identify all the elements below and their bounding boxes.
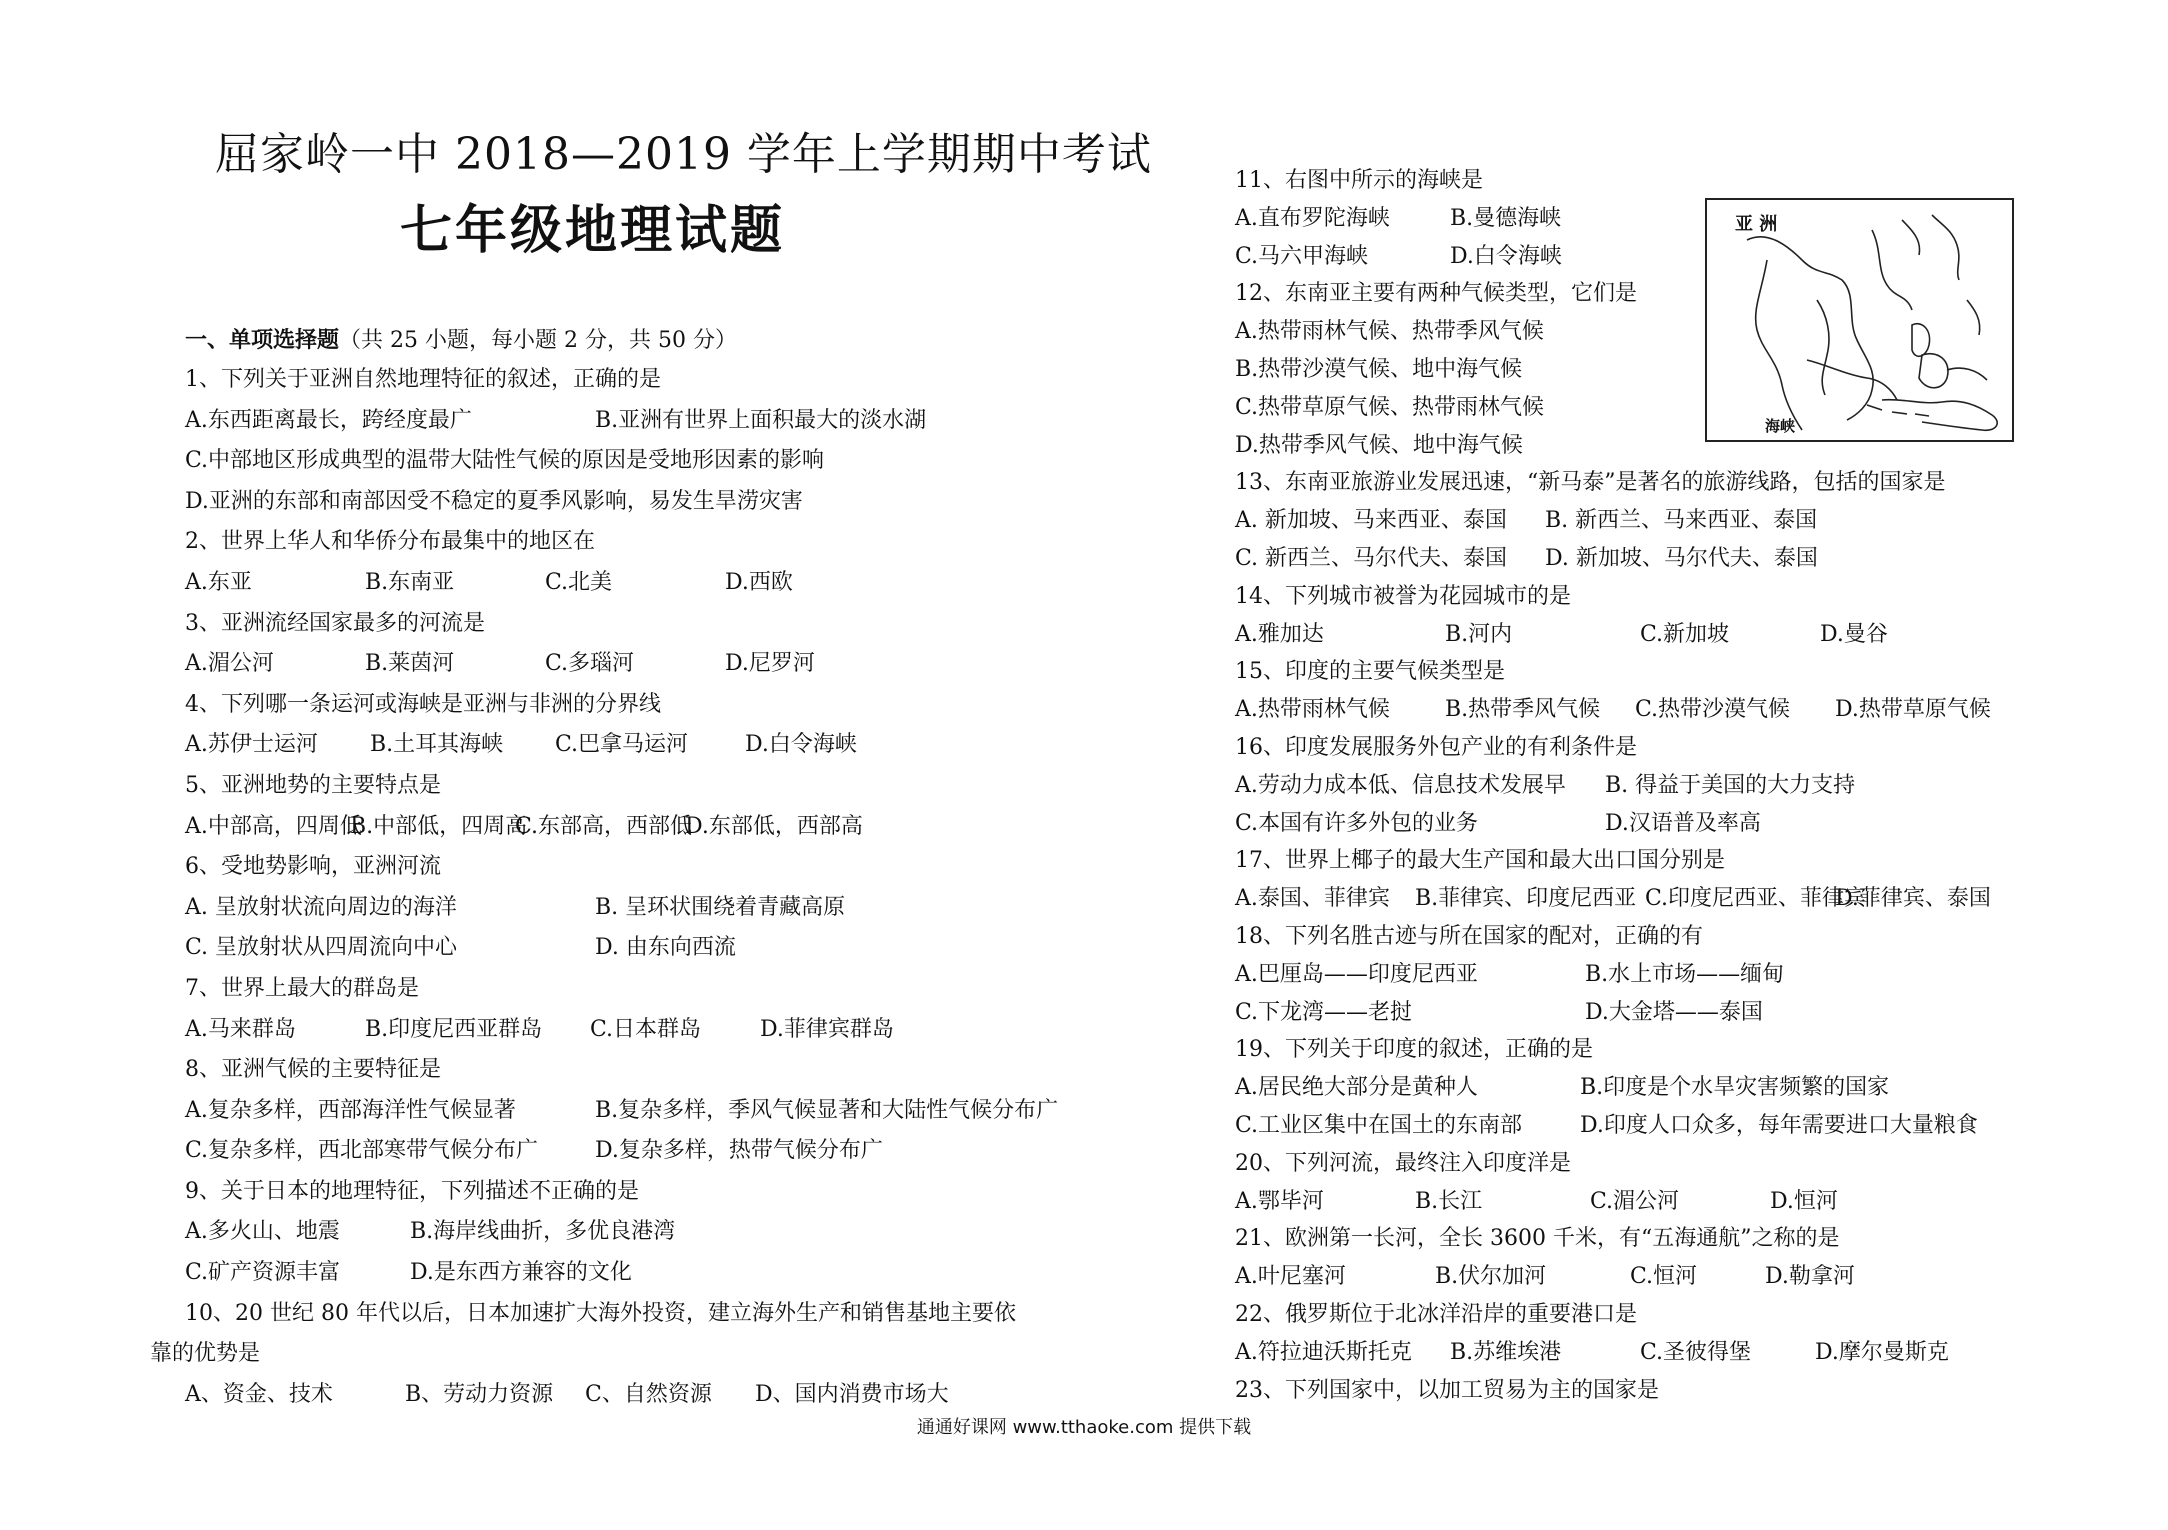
map-label-strait: 海峡	[1765, 417, 1796, 435]
answer-option: D、国内消费市场大	[755, 1381, 949, 1407]
answer-options-row	[185, 1091, 1059, 1132]
southeast-asia-map	[1705, 198, 2014, 442]
answer-option: B.长江	[1415, 1188, 1483, 1214]
question-stem: 15、印度的主要气候类型是	[1235, 659, 1505, 685]
answer-options-row	[185, 563, 1015, 604]
answer-option: C.矿产资源丰富	[185, 1260, 341, 1286]
answer-option: D.尼罗河	[725, 651, 815, 677]
answer-option: C.新加坡	[1640, 621, 1730, 647]
section-title: 一、单项选择题	[185, 327, 340, 353]
answer-option: D.印度人口众多，每年需要进口大量粮食	[1580, 1112, 1978, 1138]
question-stem: 18、下列名胜古迹与所在国家的配对，正确的有	[1235, 923, 1703, 949]
question-stem: 2、世界上华人和华侨分布最集中的地区在	[185, 529, 595, 555]
answer-option: A. 新加坡、马来西亚、泰国	[1235, 508, 1507, 534]
answer-option: D.白令海峡	[745, 732, 857, 758]
answer-option: A.雅加达	[1235, 621, 1324, 647]
question-stem: 21、欧洲第一长河，全长 3600 千米，有“五海通航”之称的是	[1235, 1226, 1840, 1252]
answer-option: A.热带雨林气候	[1235, 697, 1390, 723]
answer-options-row	[185, 1131, 1015, 1172]
answer-option: B.海岸线曲折，多优良港湾	[410, 1219, 676, 1245]
question-stem: 13、东南亚旅游业发展迅速，“新马泰”是著名的旅游线路，包括的国家是	[1235, 470, 1946, 496]
answer-option: C.中部地区形成典型的温带大陆性气候的原因是受地形因素的影响	[185, 448, 825, 474]
answer-options-row	[1235, 1069, 2070, 1107]
footer-credit: 通通好课网 www.tthaoke.com 提供下载	[916, 1417, 1252, 1438]
answer-options-row	[1235, 956, 2070, 994]
answer-option: A.东亚	[185, 569, 252, 595]
answer-option: B.印度尼西亚群岛	[365, 1016, 543, 1042]
left-column	[150, 320, 1059, 1415]
answer-option: A.劳动力成本低、信息技术发展早	[1235, 772, 1566, 798]
question-stem: 17、世界上椰子的最大生产国和最大出口国分别是	[1235, 848, 1725, 874]
answer-option: D.菲律宾群岛	[760, 1016, 894, 1042]
answer-option: B.热带季风气候	[1445, 697, 1601, 723]
answer-option: D.西欧	[725, 569, 793, 595]
answer-option: A.叶尼塞河	[1235, 1264, 1346, 1290]
answer-option: C.湄公河	[1590, 1188, 1680, 1214]
answer-options-row	[185, 1375, 1015, 1416]
answer-option: D.热带季风气候、地中海气候	[1235, 432, 1523, 458]
answer-options-row	[1235, 540, 2070, 578]
answer-option: D.恒河	[1770, 1188, 1838, 1214]
answer-options-row	[185, 888, 1015, 929]
answer-option: A.巴厘岛——印度尼西亚	[1235, 961, 1478, 987]
answer-option: B. 得益于美国的大力支持	[1605, 772, 1856, 798]
answer-option: B. 新西兰、马来西亚、泰国	[1545, 508, 1818, 534]
answer-option: C. 新西兰、马尔代夫、泰国	[1235, 545, 1508, 571]
answer-options-row	[1235, 616, 2070, 654]
answer-options-row	[1235, 502, 2070, 540]
question-stem: 14、下列城市被誉为花园城市的是	[1235, 583, 1571, 609]
answer-option: C.北美	[545, 569, 613, 595]
question-stem: 23、下列国家中，以加工贸易为主的国家是	[1235, 1377, 1659, 1403]
question-stem: 3、亚洲流经国家最多的河流是	[185, 610, 485, 636]
question-stem: 19、下列关于印度的叙述，正确的是	[1235, 1037, 1593, 1063]
answer-option: D.复杂多样，热带气候分布广	[595, 1138, 883, 1164]
answer-option: B.复杂多样，季风气候显著和大陆性气候分布广	[595, 1097, 1059, 1123]
answer-option: B.土耳其海峡	[370, 732, 504, 758]
question-stem: 9、关于日本的地理特征，下列描述不正确的是	[185, 1178, 639, 1204]
answer-option: C.东部高，西部低	[515, 813, 693, 839]
question-stem: 6、受地势影响，亚洲河流	[185, 854, 441, 880]
left-questions	[150, 360, 1059, 1415]
answer-option: C.热带草原气候、热带雨林气候	[1235, 394, 1545, 420]
exam-title: 屈家岭一中 2018—2019 学年上学期期中考试	[215, 129, 1152, 180]
question-stem: 10、20 世纪 80 年代以后，日本加速扩大海外投资，建立海外生产和销售基地主要依	[185, 1300, 1016, 1326]
answer-options-row	[1235, 1258, 2070, 1296]
answer-option: A.泰国、菲律宾	[1235, 886, 1390, 912]
answer-option: C.热带沙漠气候	[1635, 697, 1791, 723]
answer-option: A.湄公河	[185, 651, 274, 677]
answer-options-row	[185, 1010, 1015, 1051]
answer-option: A. 呈放射状流向周边的海洋	[185, 894, 457, 920]
answer-option: D.摩尔曼斯克	[1815, 1339, 1949, 1365]
answer-option: B. 呈环状围绕着青藏高原	[595, 894, 846, 920]
answer-options-row	[185, 928, 1015, 969]
answer-option: C. 呈放射状从四周流向中心	[185, 935, 458, 961]
answer-option: A.热带雨林气候、热带季风气候	[1235, 319, 1544, 345]
answer-option: A、资金、技术	[185, 1381, 333, 1407]
question-stem: 22、俄罗斯位于北冰洋沿岸的重要港口是	[1235, 1301, 1637, 1327]
answer-option: C.日本群岛	[590, 1016, 702, 1042]
answer-options-row	[1235, 1183, 2070, 1221]
answer-options-row	[1235, 691, 2070, 729]
answer-option: D.东部低，西部高	[685, 813, 863, 839]
answer-option: D.菲律宾、泰国	[1835, 886, 1991, 912]
answer-option: D.热带草原气候	[1835, 697, 1991, 723]
answer-option: B.水上市场——缅甸	[1585, 961, 1785, 987]
answer-option: C.恒河	[1630, 1264, 1698, 1290]
answer-option: A.多火山、地震	[185, 1219, 340, 1245]
answer-option: D.汉语普及率高	[1605, 810, 1761, 836]
answer-option: D.大金塔——泰国	[1585, 999, 1763, 1025]
answer-option: C.复杂多样，西北部寒带气候分布广	[185, 1138, 539, 1164]
answer-option: B.河内	[1445, 621, 1513, 647]
answer-option: A.苏伊士运河	[185, 732, 318, 758]
answer-option: B.中部低，四周高	[350, 813, 528, 839]
answer-option: A.符拉迪沃斯托克	[1235, 1339, 1412, 1365]
question-stem: 4、下列哪一条运河或海峡是亚洲与非洲的分界线	[185, 691, 661, 717]
answer-options-row	[185, 807, 1015, 848]
question-stem: 12、东南亚主要有两种气候类型，它们是	[1235, 281, 1637, 307]
answer-options-row	[1235, 767, 2070, 805]
answer-option: B.印度是个水旱灾害频繁的国家	[1580, 1075, 1890, 1101]
answer-options-row	[185, 401, 1015, 442]
answer-option: C.圣彼得堡	[1640, 1339, 1752, 1365]
answer-option: A.东西距离最长，跨经度最广	[185, 407, 472, 433]
answer-option: A.复杂多样，西部海洋性气候显著	[185, 1097, 516, 1123]
answer-option: D.曼谷	[1820, 621, 1888, 647]
answer-option: C.印度尼西亚、菲律宾	[1645, 886, 1867, 912]
question-stem: 1、下列关于亚洲自然地理特征的叙述，正确的是	[185, 367, 661, 392]
answer-option: B.菲律宾、印度尼西亚	[1415, 886, 1637, 912]
answer-option: D.白令海峡	[1450, 243, 1562, 269]
answer-option: C.多瑙河	[545, 651, 635, 677]
answer-option: B.莱茵河	[365, 651, 455, 677]
answer-option: B.苏维埃港	[1450, 1339, 1562, 1365]
question-stem: 16、印度发展服务外包产业的有利条件是	[1235, 734, 1637, 760]
section-note: （共 25 小题，每小题 2 分，共 50 分）	[339, 328, 737, 353]
answer-option: A.鄂毕河	[1235, 1188, 1324, 1214]
exam-subtitle: 七年级地理试题	[400, 200, 786, 261]
section-heading	[185, 320, 1015, 360]
answer-options-row	[1235, 880, 2070, 918]
answer-option: C.本国有许多外包的业务	[1235, 810, 1479, 836]
answer-option: B.亚洲有世界上面积最大的淡水湖	[595, 407, 927, 433]
answer-option: D.勒拿河	[1765, 1264, 1855, 1290]
question-stem: 5、亚洲地势的主要特点是	[185, 772, 441, 798]
answer-option: D.是东西方兼容的文化	[410, 1260, 632, 1286]
answer-option: C.马六甲海峡	[1235, 243, 1369, 269]
question-stem: 7、世界上最大的群岛是	[185, 975, 419, 1001]
answer-option: A.马来群岛	[185, 1016, 296, 1042]
answer-options-row	[1235, 1334, 2070, 1372]
answer-options-row	[1235, 1107, 2070, 1145]
answer-option: B.曼德海峡	[1450, 205, 1562, 231]
map-outline-icon	[1707, 200, 2012, 440]
answer-options-row	[185, 441, 1015, 482]
answer-options-row	[185, 644, 1015, 685]
answer-options-row	[1235, 805, 2070, 843]
answer-options-row	[185, 1212, 1015, 1253]
answer-options-row	[185, 725, 1015, 766]
answer-options-row	[185, 482, 1015, 523]
answer-option: C.巴拿马运河	[555, 732, 689, 758]
answer-option: C、自然资源	[585, 1381, 712, 1407]
answer-option: B.伏尔加河	[1435, 1264, 1547, 1290]
question-stem: 20、下列河流，最终注入印度洋是	[1235, 1150, 1571, 1176]
answer-option: D. 由东向西流	[595, 935, 736, 961]
question-stem-continued: 靠的优势是	[150, 1341, 261, 1367]
answer-option: A.居民绝大部分是黄种人	[1235, 1075, 1478, 1101]
question-stem: 8、亚洲气候的主要特征是	[185, 1057, 441, 1083]
answer-option: C.下龙湾——老挝	[1235, 999, 1413, 1025]
answer-option: B.东南亚	[365, 569, 455, 595]
answer-option: B.热带沙漠气候、地中海气候	[1235, 356, 1523, 382]
answer-option: C.工业区集中在国土的东南部	[1235, 1112, 1523, 1138]
answer-option: B、劳动力资源	[405, 1381, 554, 1407]
map-label-asia: 亚 洲	[1735, 214, 1778, 235]
answer-option: A.中部高，四周低	[185, 813, 362, 839]
answer-options-row	[1235, 994, 2070, 1032]
answer-option: D. 新加坡、马尔代夫、泰国	[1545, 545, 1818, 571]
answer-option: D.亚洲的东部和南部因受不稳定的夏季风影响，易发生旱涝灾害	[185, 488, 803, 514]
answer-option: A.直布罗陀海峡	[1235, 205, 1390, 231]
question-stem: 11、右图中所示的海峡是	[1235, 168, 1483, 193]
answer-options-row	[185, 1253, 1015, 1294]
